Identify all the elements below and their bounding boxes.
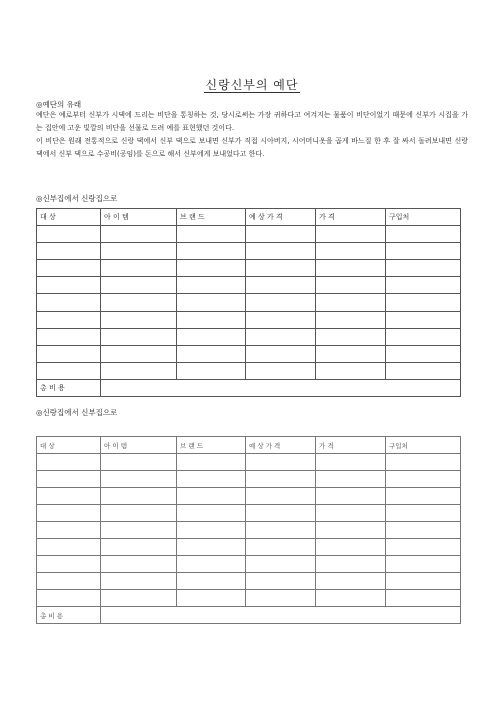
intro-heading: ◎예단의 유래: [36, 100, 82, 109]
table-row: [37, 277, 461, 294]
table-row: [37, 590, 461, 607]
table-row: [37, 454, 461, 471]
header-cell: 구입처: [386, 437, 461, 454]
total-label: 총 비 용: [37, 607, 101, 624]
table-row: [37, 539, 461, 556]
total-label: 총 비 용: [37, 379, 101, 396]
header-cell: 가 격: [316, 209, 386, 226]
table-row: [37, 505, 461, 522]
table-row: [37, 362, 461, 379]
intro-paragraph-1: 예단은 예로부터 신부가 시댁에 드리는 비단을 통칭하는 것, 당시로써는 가장 귀하다고 여겨지는 물품이 비단이었기 때문에 신부가 시집을 가는 집안에 고운 빛깔의 비단을 선물로 드려 예를 표현했던 것이다.: [36, 111, 468, 132]
table-row: [37, 328, 461, 345]
table-row: [37, 471, 461, 488]
section2-table: [36, 436, 461, 624]
table-row: [37, 556, 461, 573]
section2-heading: ◎신랑집에서 신부집으로: [36, 408, 118, 417]
page-title: 신랑신부의 예단: [205, 78, 299, 92]
header-cell: 예 상 가 격: [246, 437, 316, 454]
table-header-row: [37, 437, 461, 454]
table-row: [37, 243, 461, 260]
table-row: [37, 488, 461, 505]
section1-table: [36, 208, 461, 397]
table-row: [37, 294, 461, 311]
header-cell: 브 랜 드: [177, 209, 246, 226]
header-cell: 예 상 가 격: [246, 209, 316, 226]
header-cell: 아 이 템: [101, 209, 177, 226]
header-cell: 브 랜 드: [177, 437, 246, 454]
intro-paragraph-2: 이 비단은 원래 전통적으로 신랑 댁에서 신부 댁으로 보내면 신부가 직접 시아버지, 시어머니옷을 곱게 바느질 한 후 잘 싸서 돌려보내면 신랑 댁에서 신부 댁으로 수공비(공임)를 돈으로 해서 신부에게 보내었다고 한다.: [36, 137, 468, 158]
total-value-cell[interactable]: [101, 607, 461, 624]
total-value-cell[interactable]: [101, 379, 461, 396]
total-row: [37, 379, 461, 396]
table-row: [37, 573, 461, 590]
section1-heading: ◎신부집에서 신랑집으로: [36, 194, 118, 203]
header-cell: 대 상: [37, 209, 101, 226]
table-header-row: [37, 209, 461, 226]
table-row: [37, 260, 461, 277]
table-row: [37, 522, 461, 539]
header-cell: 대 상: [37, 437, 101, 454]
table-row: [37, 226, 461, 243]
header-cell: 구입처: [386, 209, 461, 226]
total-row: [37, 607, 461, 624]
header-cell: 가 격: [316, 437, 386, 454]
table-row: [37, 311, 461, 328]
header-cell: 아 이 템: [101, 437, 177, 454]
table-row: [37, 345, 461, 362]
